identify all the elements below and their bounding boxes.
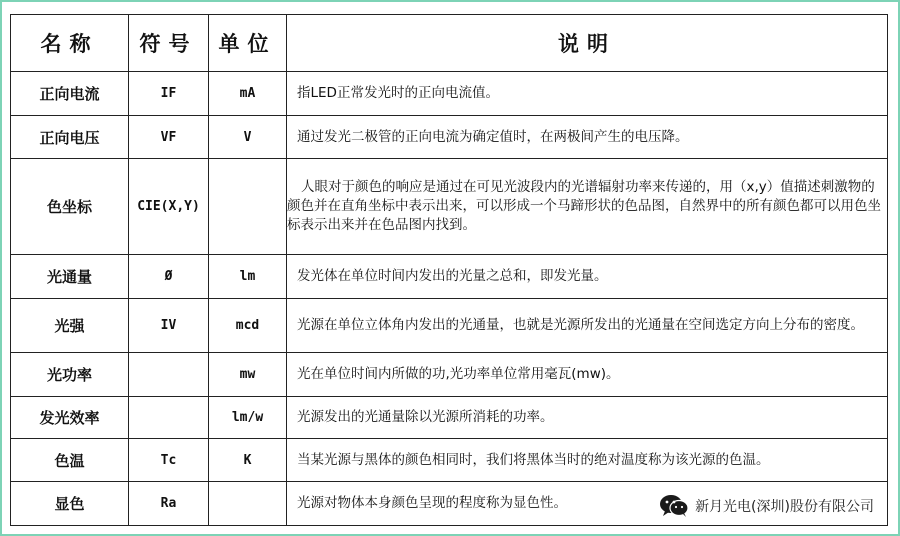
wechat-icon	[659, 494, 689, 518]
row-unit: K	[209, 439, 287, 482]
row-symbol	[129, 353, 209, 397]
row-symbol: IF	[129, 72, 209, 116]
row-name: 色坐标	[11, 159, 129, 255]
row-unit	[209, 159, 287, 255]
company-watermark	[655, 492, 878, 520]
row-symbol: IV	[129, 299, 209, 353]
row-name: 发光效率	[11, 397, 129, 439]
header-symbol: 符号	[129, 15, 209, 72]
row-symbol: Ra	[129, 482, 209, 526]
table-row	[11, 116, 888, 159]
row-unit: mw	[209, 353, 287, 397]
row-symbol: VF	[129, 116, 209, 159]
row-symbol: Tc	[129, 439, 209, 482]
company-name: 新月光电(深圳)股份有限公司	[695, 499, 874, 515]
row-description: 人眼对于颜色的响应是通过在可见光波段内的光谱辐射功率来传递的，用（x,y）值描述刺激物的颜色并在直角坐标中表示出来，可以形成一个马蹄形状的色品图，自然界中的所有颜色都可以用色坐标表示出来并在色品图内找到。	[287, 159, 888, 255]
row-description: 光源在单位立体角内发出的光通量，也就是光源所发出的光通量在空间选定方向上分布的密度。	[287, 299, 888, 353]
row-symbol: CIE(X,Y)	[129, 159, 209, 255]
row-unit: mA	[209, 72, 287, 116]
row-symbol: Ø	[129, 255, 209, 299]
row-name: 光通量	[11, 255, 129, 299]
row-unit: lm/w	[209, 397, 287, 439]
row-unit: mcd	[209, 299, 287, 353]
row-unit: V	[209, 116, 287, 159]
table-row	[11, 397, 888, 439]
table-row	[11, 255, 888, 299]
table-row	[11, 439, 888, 482]
row-unit: lm	[209, 255, 287, 299]
table-row	[11, 353, 888, 397]
header-unit: 单位	[209, 15, 287, 72]
row-description: 光源对物体本身颜色呈现的程度称为显色性。	[287, 482, 888, 526]
led-parameter-table	[10, 14, 888, 526]
header-description: 说明	[287, 15, 888, 72]
row-name: 正向电压	[11, 116, 129, 159]
table-row	[11, 159, 888, 255]
row-description: 光源发出的光通量除以光源所消耗的功率。	[287, 397, 888, 439]
table-row	[11, 299, 888, 353]
table-row	[11, 72, 888, 116]
row-unit	[209, 482, 287, 526]
row-name: 光功率	[11, 353, 129, 397]
row-description: 指LED正常发光时的正向电流值。	[287, 72, 888, 116]
row-description: 通过发光二极管的正向电流为确定值时，在两极间产生的电压降。	[287, 116, 888, 159]
header-row	[11, 15, 888, 72]
header-name: 名称	[11, 15, 129, 72]
row-name: 正向电流	[11, 72, 129, 116]
row-name: 显色	[11, 482, 129, 526]
row-description: 光在单位时间内所做的功,光功率单位常用毫瓦(mw)。	[287, 353, 888, 397]
row-name: 光强	[11, 299, 129, 353]
row-description: 当某光源与黑体的颜色相同时，我们将黑体当时的绝对温度称为该光源的色温。	[287, 439, 888, 482]
row-symbol	[129, 397, 209, 439]
row-name: 色温	[11, 439, 129, 482]
row-description: 发光体在单位时间内发出的光量之总和，即发光量。	[287, 255, 888, 299]
